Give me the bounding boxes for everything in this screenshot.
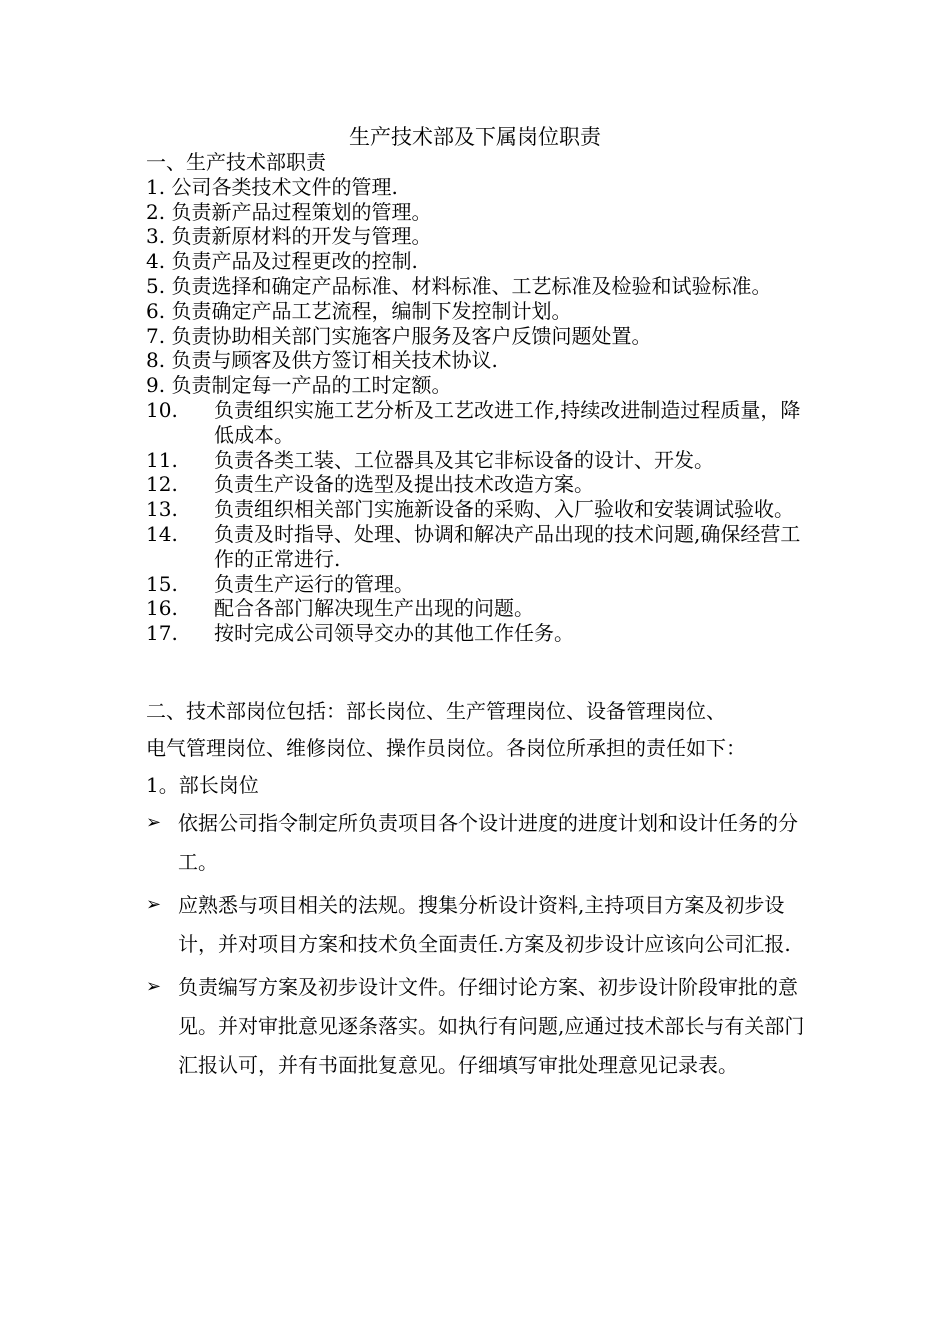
duty-item-number: 12. — [146, 472, 178, 497]
minister-duty-item — [146, 886, 818, 964]
duty-item-number: 14. — [146, 521, 178, 546]
minister-position-heading: 1。部长岗位 — [146, 773, 259, 797]
arrow-bullet-icon: ➢ — [146, 812, 162, 833]
duty-item-number: 9. — [146, 373, 172, 398]
duty-item-text: 负责及时指导、处理、协调和解决产品出现的技术问题,确保经营工作的正常进行. — [214, 521, 801, 571]
minister-duty-item — [146, 968, 818, 1085]
duty-item — [146, 522, 818, 572]
duty-item — [146, 200, 818, 225]
duty-item-number: 16. — [146, 596, 178, 621]
duty-item-text: 负责新产品过程策划的管理。 — [171, 199, 432, 224]
duty-item-text: 负责与顾客及供方签订相关技术协议. — [171, 348, 498, 373]
positions-intro-line1: 二、技术部岗位包括：部长岗位、生产管理岗位、设备管理岗位、 — [146, 699, 726, 723]
duty-item-text: 负责生产设备的选型及提出技术改造方案。 — [214, 472, 594, 497]
duty-item-text: 按时完成公司领导交办的其他工作任务。 — [214, 621, 574, 646]
duty-item — [146, 274, 818, 299]
duty-item-number: 11. — [146, 447, 178, 472]
duty-item-text: 负责确定产品工艺流程，编制下发控制计划。 — [171, 298, 572, 323]
duty-item-text: 负责组织实施工艺分析及工艺改进工作,持续改进制造过程质量，降低成本。 — [214, 397, 801, 447]
duty-item — [146, 448, 818, 473]
duty-item-number: 6. — [146, 298, 172, 323]
duty-item — [146, 497, 818, 522]
section-positions — [146, 693, 818, 1085]
duty-item-number: 8. — [146, 348, 172, 373]
document-title: 生产技术部及下属岗位职责 — [349, 125, 601, 149]
duty-item-text: 负责各类工装、工位器具及其它非标设备的设计、开发。 — [214, 447, 714, 472]
duty-item-text: 负责产品及过程更改的控制. — [171, 249, 418, 274]
duty-item-number: 17. — [146, 621, 178, 646]
duty-item — [146, 596, 818, 621]
minister-duty-text: 依据公司指令制定所负责项目各个设计进度的进度计划和设计任务的分工。 — [178, 811, 798, 874]
duty-item — [146, 621, 818, 646]
section-production-tech-duties — [146, 150, 818, 646]
duty-item — [146, 373, 818, 398]
duty-item-number: 10. — [146, 397, 178, 422]
minister-duty-item — [146, 804, 818, 882]
duty-item — [146, 249, 818, 274]
duty-item-text: 负责协助相关部门实施客户服务及客户反馈问题处置。 — [171, 323, 652, 348]
duty-item-number: 5. — [146, 273, 172, 298]
duty-item-number: 4. — [146, 249, 172, 274]
duty-item — [146, 299, 818, 324]
duty-item — [146, 324, 818, 349]
duty-item — [146, 472, 818, 497]
arrow-bullet-icon: ➢ — [146, 894, 162, 915]
duty-item-text: 负责新原材料的开发与管理。 — [171, 224, 432, 249]
positions-intro-line2: 电气管理岗位、维修岗位、操作员岗位。各岗位所承担的责任如下： — [146, 736, 746, 760]
duty-item-text: 配合各部门解决现生产出现的问题。 — [214, 596, 534, 621]
duty-item-number: 15. — [146, 571, 178, 596]
duty-item — [146, 348, 818, 373]
duty-item-number: 1. — [146, 174, 172, 199]
duty-item — [146, 175, 818, 200]
duty-item — [146, 572, 818, 597]
duty-item — [146, 398, 818, 448]
duty-item-text: 负责生产运行的管理。 — [214, 571, 414, 596]
duty-item-number: 3. — [146, 224, 172, 249]
duty-item-text: 负责选择和确定产品标准、材料标准、工艺标准及检验和试验标准。 — [171, 273, 772, 298]
duty-item-number: 7. — [146, 323, 172, 348]
duty-list — [146, 175, 818, 646]
duty-item-text: 公司各类技术文件的管理. — [171, 174, 398, 199]
duty-item — [146, 224, 818, 249]
minister-duty-text: 应熟悉与项目相关的法规。搜集分析设计资料,主持项目方案及初步设计，并对项目方案和技术负全面责任.方案及初步设计应该向公司汇报. — [178, 893, 791, 956]
arrow-bullet-icon: ➢ — [146, 976, 162, 997]
section1-heading: 一、生产技术部职责 — [146, 150, 326, 174]
duty-item-number: 13. — [146, 497, 178, 522]
minister-duty-list — [146, 804, 818, 1085]
minister-duty-text: 负责编写方案及初步设计文件。仔细讨论方案、初步设计阶段审批的意见。并对审批意见逐条落实。如执行有问题,应通过技术部长与有关部门汇报认可，并有书面批复意见。仔细填写审批处理意见记录表。 — [178, 975, 805, 1077]
duty-item-text: 负责组织相关部门实施新设备的采购、入厂验收和安装调试验收。 — [214, 497, 794, 522]
duty-item-text: 负责制定每一产品的工时定额。 — [171, 373, 452, 398]
duty-item-number: 2. — [146, 199, 172, 224]
